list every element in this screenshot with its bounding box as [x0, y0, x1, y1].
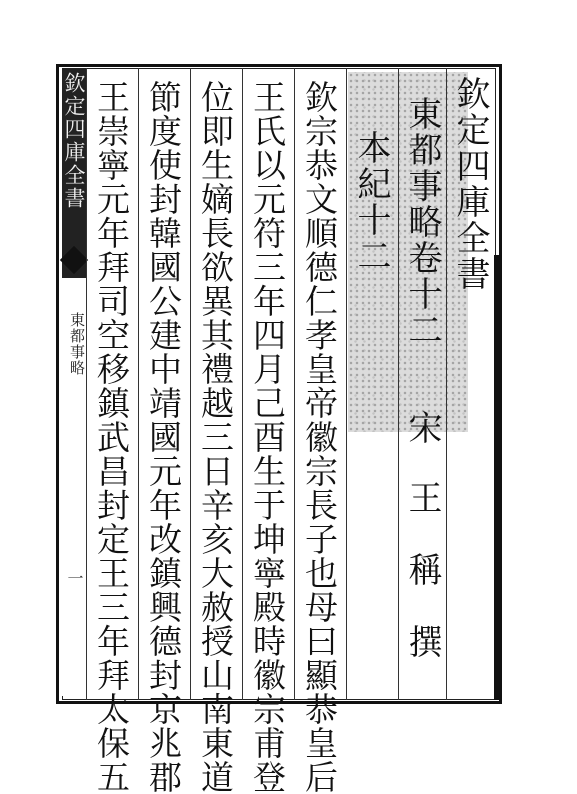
- collection-title: 欽定四庫全書: [450, 76, 490, 292]
- author-name: 王 稱 撰: [402, 480, 442, 660]
- section-title: 本紀十二: [351, 130, 391, 274]
- text-column-4: 節度使封韓國公建中靖國元年改鎮興德封京兆郡: [144, 80, 183, 794]
- spine-title: 欽定四庫全書: [62, 72, 86, 210]
- page-number: 一: [65, 570, 84, 586]
- column-divider: [190, 68, 191, 700]
- text-column-5: 王崇寧元年拜司空移鎮武昌封定王三年拜太保五: [92, 80, 131, 794]
- column-divider: [398, 68, 399, 700]
- margin-label: 東都事略: [68, 312, 86, 376]
- book-title: 東都事略卷十二: [402, 96, 442, 348]
- text-column-1: 欽宗恭文順德仁孝皇帝徽宗長子也母曰顯恭皇后: [300, 80, 339, 794]
- author-dynasty: 宋: [402, 410, 442, 446]
- column-divider: [138, 68, 139, 700]
- column-divider: [242, 68, 243, 700]
- text-column-3: 位即生嫡長欲異其禮越三日辛亥大赦授山南東道: [196, 80, 235, 794]
- column-divider: [86, 68, 87, 700]
- right-edge-bar: [494, 255, 499, 700]
- column-divider: [446, 68, 447, 700]
- column-divider: [346, 68, 347, 700]
- column-divider: [294, 68, 295, 700]
- text-column-2: 王氏以元符三年四月己酉生于坤寧殿時徽宗甫登: [248, 80, 287, 794]
